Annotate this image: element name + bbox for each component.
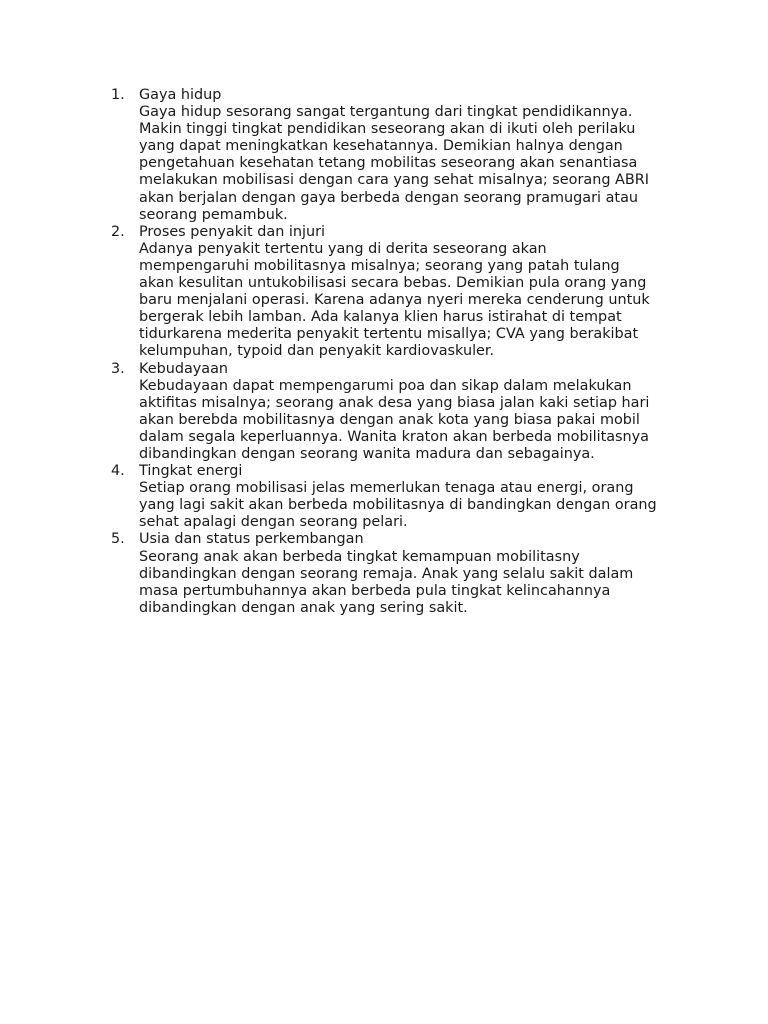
item-number: 3.	[111, 360, 125, 377]
body-line: tidurkarena mederita penyakit tertentu misallya; CVA yang berakibat	[139, 326, 639, 343]
body-line: pengetahuan kesehatan tetang mobilitas seseorang akan senantiasa	[139, 155, 638, 172]
body-line: dalam segala keperluannya. Wanita kraton akan berbeda mobilitasnya	[139, 428, 649, 445]
body-line: Seorang anak akan berbeda tingkat kemampuan mobilitasny	[139, 548, 580, 565]
body-line: akan berjalan dengan gaya berbeda dengan seorang pramugari atau	[139, 189, 639, 206]
body-line: Kebudayaan dapat mempengarumi poa dan sikap dalam melakukan	[139, 377, 632, 394]
item-title: Tingkat energi	[139, 463, 243, 480]
body-line: sehat apalagi dengan seorang pelari.	[139, 514, 408, 531]
body-line: aktifitas misalnya; seorang anak desa yang biasa jalan kaki setiap hari	[139, 394, 650, 411]
item-body	[139, 549, 671, 617]
item-number: 1.	[111, 87, 125, 103]
item-number: 5.	[111, 531, 125, 548]
body-line: dibandingkan dengan anak yang sering sakit.	[139, 599, 468, 616]
body-line: dibandingkan dengan seorang remaja. Anak yang selalu sakit dalam	[139, 565, 634, 582]
item-title: Proses penyakit dan injuri	[139, 223, 326, 240]
body-line: dibandingkan dengan seorang wanita madura dan sebagainya.	[139, 445, 595, 462]
body-line: masa pertumbuhannya akan berbeda pula tingkat kelincahannya	[139, 582, 611, 599]
item-title: Gaya hidup	[139, 87, 222, 103]
item-body	[139, 104, 671, 224]
item-number: 2.	[111, 223, 125, 240]
item-body	[139, 378, 671, 463]
body-line: yang lagi sakit akan berbeda mobilitasnya di bandingkan dengan orang	[139, 497, 657, 514]
list-item	[111, 463, 671, 531]
body-line: Adanya penyakit tertentu yang di derita seseorang akan	[139, 240, 547, 257]
item-title: Kebudayaan	[139, 360, 229, 377]
item-body	[139, 480, 671, 531]
body-line: melakukan mobilisasi dengan cara yang sehat misalnya; seorang ABRI	[139, 172, 649, 189]
item-body	[139, 241, 671, 361]
body-line: Gaya hidup sesorang sangat tergantung dari tingkat pendidikannya.	[139, 104, 633, 121]
item-title: Usia dan status perkembangan	[139, 531, 364, 548]
list-item	[111, 531, 671, 616]
body-line: bergerak lebih lamban. Ada kalanya klien harus istirahat di tempat	[139, 309, 622, 326]
list-item	[111, 224, 671, 361]
body-line: Setiap orang mobilisasi jelas memerlukan tenaga atau energi, orang	[139, 480, 634, 497]
body-line: Makin tinggi tingkat pendidikan seseorang akan di ikuti oleh perilaku	[139, 121, 636, 138]
body-line: seorang pemambuk.	[139, 206, 288, 223]
body-line: yang dapat meningkatkan kesehatannya. Demikian halnya dengan	[139, 138, 623, 155]
body-line: akan berebda mobilitasnya dengan anak kota yang biasa pakai mobil	[139, 411, 640, 428]
list-item	[111, 87, 671, 224]
numbered-list	[111, 87, 671, 617]
item-number: 4.	[111, 463, 125, 480]
body-line: baru menjalani operasi. Karena adanya nyeri mereka cenderung untuk	[139, 292, 650, 309]
body-line: kelumpuhan, typoid dan penyakit kardiovaskuler.	[139, 343, 495, 360]
body-line: mempengaruhi mobilitasnya misalnya; seorang yang patah tulang	[139, 257, 620, 274]
list-item	[111, 361, 671, 464]
body-line: akan kesulitan untukobilisasi secara bebas. Demikian pula orang yang	[139, 275, 647, 292]
